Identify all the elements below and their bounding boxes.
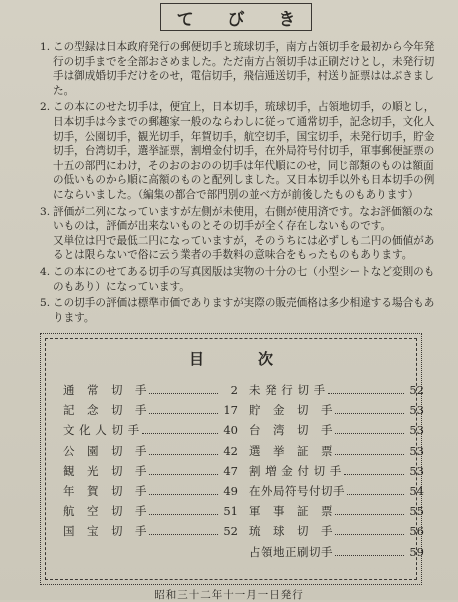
toc-entry-page: 56 <box>409 524 424 539</box>
toc-entry <box>249 463 424 483</box>
note-paragraph: この本にのせてある切手の写真図版は実物の十分の七（小型シートなど変則のものもあり）になっています。 <box>53 265 435 293</box>
publication-date: 昭和三十二年十一月一日発行 <box>154 589 304 601</box>
toc-entry-page: 54 <box>409 483 424 498</box>
notes-section <box>40 40 444 325</box>
toc-entry-name: 文 化 人 切 手 <box>63 423 140 438</box>
toc-entry-page: 53 <box>409 403 424 418</box>
toc-entry <box>63 483 238 503</box>
toc-entry-name: 通 常 切 手 <box>63 383 147 397</box>
toc-entry-name: 貯 金 切 手 <box>249 403 333 418</box>
toc-leader-dots <box>149 527 218 535</box>
note-paragraph: 又単位は円で最低二円になっていますが，そのうちには必ずしも二円の価値があるとは限らないで俗に云う業者の手数料の意味合をもったものもあります。 <box>53 234 435 262</box>
toc-entry <box>63 402 238 422</box>
toc-entry-name: 未 発 行 切 手 <box>249 383 326 397</box>
toc-entry <box>63 382 238 402</box>
note-paragraph: 評価が二列になっていますが左側が未使用，右側が使用済です。なお評価額のないものは，評価が出来ないものとその切手が全く存在しないものです。 <box>53 205 434 233</box>
toc-entry-name: 在外局符号付切手 <box>249 483 345 498</box>
note-body <box>53 265 444 294</box>
toc-entry <box>249 523 424 543</box>
note-paragraph: この本にのせた切手は，便宜上，日本切手，琉球切手，占領地切手，の順とし，日本切手は今までの郵趣家一般のならわしに従って通常切手，記念切手，文化人切手，公園切手，観光切手，年賀切手，航空切手，国宝切手，未発行切手，貯金切手，台湾切手，選挙証票，割増金付切手，在外局符号付切手，軍事郵便証票の十五の部門にわけ，そのおのおのの切手は年代順にのせ，同じ部類のものは額面の低いものから順に高額のものと配列しました。又日本切手以外も日本切手の例にならいました。（編集の都合で部門別の並べ方が前後したものもあります） <box>53 101 435 201</box>
toc-entry-name: 観 光 切 手 <box>63 463 147 478</box>
toc-entry <box>249 402 424 422</box>
toc-entry-name: 選 挙 証 票 <box>249 443 333 458</box>
toc-leader-dots <box>149 487 218 495</box>
note-body <box>53 40 444 98</box>
toc-entry-name: 国 宝 切 手 <box>63 524 147 539</box>
toc-leader-dots <box>344 467 404 475</box>
page-title-box <box>160 3 312 31</box>
toc-leader-dots <box>149 406 218 414</box>
toc-entry <box>249 544 424 564</box>
toc-title: 目次 <box>188 350 327 368</box>
note-paragraph: この型録は日本政府発行の郵便切手と琉球切手，南方占領切手を最初から今年発行の切手までを全部おさめました。ただ南方占領切手は正刷だけとし，未発行切手は御成婚切手だけをのせ，電信切手，飛信逓送切手，村送り証票ははぶきました。 <box>53 41 435 97</box>
toc-entry <box>63 523 238 543</box>
toc-entry-page: 17 <box>223 403 238 418</box>
toc-entry-name: 割 増 金 付 切 手 <box>249 463 342 478</box>
toc-leader-dots <box>335 527 404 535</box>
toc-entry <box>249 422 424 442</box>
toc-entry-name: 公 園 切 手 <box>63 443 147 458</box>
toc-entry <box>249 382 424 402</box>
toc-entry <box>63 463 238 483</box>
toc-leader-dots <box>335 426 404 434</box>
toc-leader-dots <box>149 507 218 515</box>
note-paragraph: この切手の評価は標準市価でありますが実際の販売価格は多少相違する場合もあります。 <box>53 297 435 324</box>
note-item <box>40 265 444 294</box>
note-body <box>53 100 444 202</box>
toc-entry <box>63 503 238 523</box>
toc-entry-page: 55 <box>409 504 424 519</box>
note-item <box>40 40 444 98</box>
toc-leader-dots <box>142 426 218 434</box>
toc-entry-name: 記 念 切 手 <box>63 403 147 418</box>
toc-entry-page: 49 <box>223 483 238 498</box>
toc-entry-name: 航 空 切 手 <box>63 504 147 519</box>
note-number: 1. <box>40 41 51 53</box>
toc-entry-page: 59 <box>409 544 424 559</box>
toc-entry-page: 47 <box>223 463 238 478</box>
toc-leader-dots <box>335 507 404 515</box>
note-item <box>40 205 444 263</box>
toc-entry <box>63 422 238 442</box>
toc-entry-name: 軍 事 証 票 <box>249 504 333 519</box>
toc-entry-page: 40 <box>223 423 238 438</box>
note-number: 5. <box>40 297 51 310</box>
note-number: 3. <box>40 205 51 218</box>
toc-entry-page: 52 <box>223 524 238 539</box>
toc-entry-name: 台 湾 切 手 <box>249 423 333 438</box>
toc-entry <box>249 503 424 523</box>
note-body <box>53 296 444 325</box>
toc-entry-page: 53 <box>409 423 424 438</box>
toc-entry-page: 52 <box>409 383 424 397</box>
toc-entry-page: 53 <box>409 463 424 478</box>
page-title: て び き <box>176 9 310 30</box>
toc-leader-dots <box>335 548 404 556</box>
note-number: 4. <box>40 265 51 278</box>
toc-entry <box>63 443 238 463</box>
toc-entry-name: 占領地正刷切手 <box>249 544 333 559</box>
toc-leader-dots <box>335 447 404 455</box>
toc-entry-name: 年 賀 切 手 <box>63 483 147 498</box>
toc-entry <box>249 443 424 463</box>
note-item <box>40 100 444 202</box>
toc-entry-page: 53 <box>409 443 424 458</box>
toc-entry-page: 51 <box>223 504 238 519</box>
toc-leader-dots <box>347 487 404 495</box>
toc-entry-name: 琉 球 切 手 <box>249 524 333 539</box>
toc-entry <box>249 483 424 503</box>
toc-entry-page: 42 <box>223 443 238 458</box>
toc-leader-dots <box>149 447 218 455</box>
toc-leader-dots <box>328 386 404 394</box>
toc-column-right <box>249 382 424 564</box>
note-body <box>53 205 444 263</box>
toc-leader-dots <box>335 406 404 414</box>
toc-entry-page: 2 <box>230 383 238 397</box>
note-item <box>40 296 444 325</box>
toc-column-left <box>63 382 238 544</box>
toc-leader-dots <box>149 386 218 394</box>
table-of-contents <box>40 333 422 585</box>
toc-leader-dots <box>149 467 218 475</box>
note-number: 2. <box>40 101 51 114</box>
